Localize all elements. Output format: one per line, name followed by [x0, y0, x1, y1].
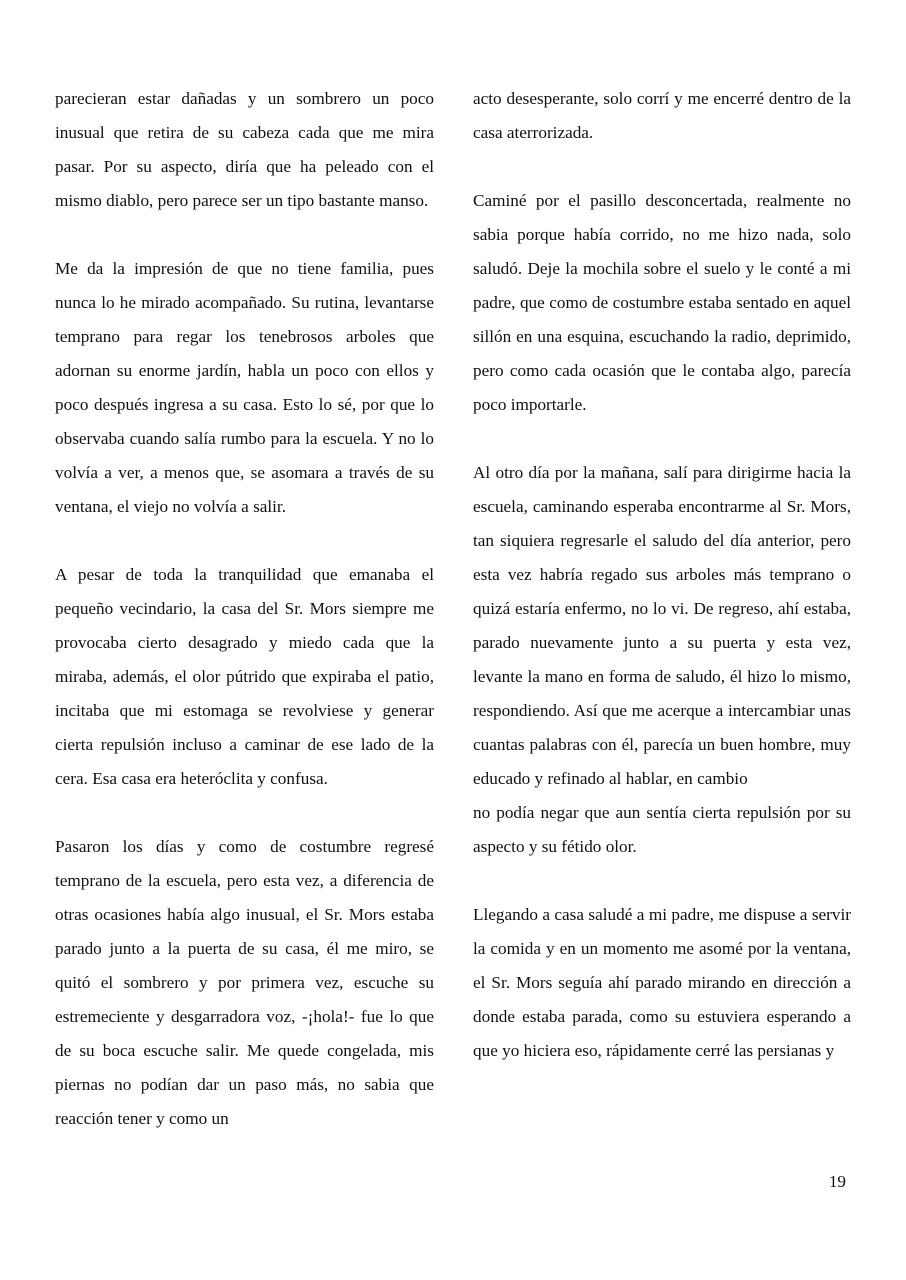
paragraph: Llegando a casa saludé a mi padre, me dispuse a servir la comida y en un momento me asomé por la ventana, el Sr. Mors seguía ahí parado mirando en dirección a donde estaba parada, como su estuviera esperando a que yo hiciera eso, rápidamente cerré las persianas y [473, 905, 851, 1060]
right-text-column [473, 82, 851, 1102]
paragraph: parecieran estar dañadas y un sombrero un poco inusual que retira de su cabeza cada que me mira pasar. Por su aspecto, diría que ha peleado con el mismo diablo, pero parece ser un tipo bastante manso. [55, 89, 434, 210]
page-number: 19 [828, 1172, 846, 1191]
paragraph: A pesar de toda la tranquilidad que emanaba el pequeño vecindario, la casa del Sr. Mors siempre me provocaba cierto desagrado y miedo cada que la miraba, además, el olor pútrido que expiraba el patio, incitaba que mi estomaga se revolviese y generar cierta repulsión incluso a caminar de ese lado de la cera. Esa casa era heteróclita y confusa. [55, 565, 434, 788]
paragraph: Al otro día por la mañana, salí para dirigirme hacia la escuela, caminando esperaba encontrarme al Sr. Mors, tan siquiera regresarle el saludo del día anterior, pero esta vez habría regado sus arboles más temprano o quizá estaría enfermo, no lo vi. De regreso, ahí estaba, parado nuevamente junto a su puerta y esta vez, levante la mano en forma de saludo, él hizo lo mismo, respondiendo. Así que me acerque a intercambiar unas cuantas palabras con él, parecía un buen hombre, muy educado y refinado al hablar, en cambio [473, 463, 851, 788]
paragraph: Me da la impresión de que no tiene familia, pues nunca lo he mirado acompañado. Su rutina, levantarse temprano para regar los tenebrosos arboles que adornan su enorme jardín, habla un poco con ellos y poco después ingresa a su casa. Esto lo sé, por que lo observaba cuando salía rumbo para la escuela. Y no lo volvía a ver, a menos que, se asomara a través de su ventana, el viejo no volvía a salir. [55, 259, 434, 516]
paragraph: acto desesperante, solo corrí y me encerré dentro de la casa aterrorizada. [473, 89, 851, 142]
paragraph: no podía negar que aun sentía cierta repulsión por su aspecto y su fétido olor. [473, 803, 851, 856]
paragraph: Pasaron los días y como de costumbre regresé temprano de la escuela, pero esta vez, a diferencia de otras ocasiones había algo inusual, el Sr. Mors estaba parado junto a la puerta de su casa, él me miro, se quitó el sombrero y por primera vez, escuche su estremeciente y desgarradora voz, -¡hola!- fue lo que de su boca escuche salir. Me quede congelada, mis piernas no podían dar un paso más, no sabia que reacción tener y como un [55, 837, 434, 1128]
left-text-column [55, 82, 434, 1170]
paragraph: Caminé por el pasillo desconcertada, realmente no sabia porque había corrido, no me hizo nada, solo saludó. Deje la mochila sobre el suelo y le conté a mi padre, que como de costumbre estaba sentado en aquel sillón en una esquina, escuchando la radio, deprimido, pero como cada ocasión que le contaba algo, parecía poco importarle. [473, 191, 851, 414]
